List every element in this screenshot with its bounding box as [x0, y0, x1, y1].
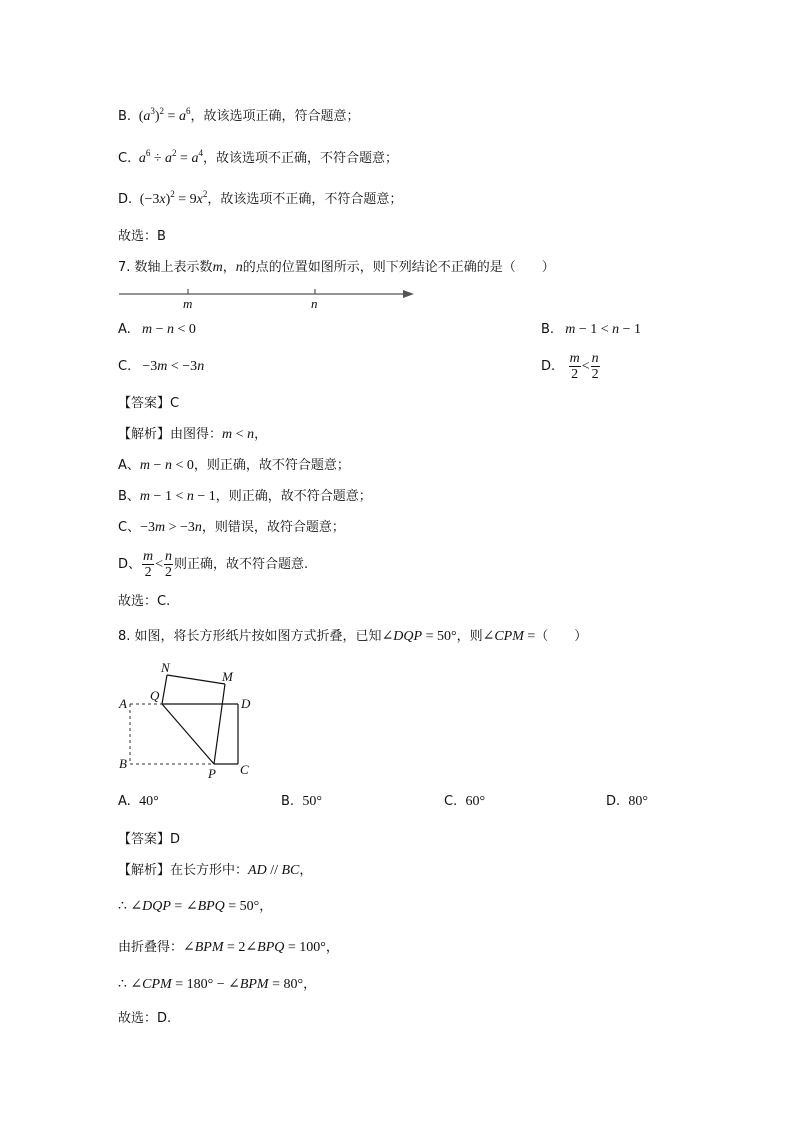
number-line-arrow — [403, 290, 414, 298]
q8-step-1: ∴ ∠DQP = ∠BPQ = 50°， — [118, 899, 273, 914]
q6-d-formula: $(-3x)^2 = 9x^2$ — [136, 189, 208, 207]
q7-analysis-intro: 【解析】由图得：m < n， — [118, 427, 268, 442]
q8-figure — [114, 656, 264, 782]
label-A: A — [119, 696, 127, 711]
q8-analysis-intro: 【解析】在长方形中：AD // BC， — [118, 863, 313, 878]
q8-conclusion: 故选：D. — [118, 1011, 172, 1026]
label-N: N — [161, 660, 170, 675]
q6-option-b: B. $(a^3)^2 = a^6$，故该选项正确，符合题意； — [118, 106, 360, 124]
label-P: P — [208, 766, 216, 781]
q8-step-2: 由折叠得：∠BPM = 2∠BPQ = 100°， — [118, 940, 339, 955]
axis-label-n: n — [311, 296, 318, 311]
edge-MP — [214, 684, 225, 764]
q7-number-line — [116, 284, 426, 312]
q8-step-3: ∴ ∠CPM = 180° − ∠BPM = 80°， — [118, 977, 317, 992]
q7-answer: 【答案】C — [118, 396, 180, 411]
q7-conclusion: 故选：C. — [118, 594, 171, 609]
label-B: B — [119, 756, 127, 771]
q7-option-c: C. −3m < −3n — [118, 359, 205, 374]
q7-analysis-d: D、 $\frac{m}{2}$ < $\frac{n}{2}$ 则正确，故不符合题意. — [118, 549, 309, 580]
label-C: C — [240, 762, 249, 777]
q6-option-c: C. $a^6 \div a^2 = a^4$，故该选项不正确，不符合题意； — [118, 148, 398, 166]
q7-option-d: D. $\frac{m}{2}$ < $\frac{n}{2}$ — [541, 351, 599, 382]
q7-option-a: A. m − n < 0 — [118, 322, 196, 337]
q8-stem: 8. 如图，将长方形纸片按如图方式折叠，已知∠DQP = 50°，则∠CPM =（ ） — [118, 629, 588, 644]
q8-answer: 【答案】D — [118, 832, 181, 847]
q7-option-b: B. m − 1 < n − 1 — [541, 322, 642, 337]
q7-stem: 7. 数轴上表示数m，n的点的位置如图所示，则下列结论不正确的是（ ） — [118, 260, 555, 275]
q6-conclusion: 故选：B — [118, 229, 166, 244]
q6-c-formula: $a^6 \div a^2 = a^4$ — [138, 148, 203, 166]
q8-option-a: A. 40° — [118, 794, 159, 809]
q7-analysis-c: C、−3m > −3n，则错误，故符合题意； — [118, 520, 345, 535]
q6-option-d: D. $(-3x)^2 = 9x^2$，故该选项不正确，不符合题意； — [118, 189, 403, 207]
label-M: M — [222, 669, 233, 684]
axis-label-m: m — [183, 296, 193, 311]
edge-QN — [162, 675, 167, 704]
q7-analysis-b: B、m − 1 < n − 1，则正确，故不符合题意； — [118, 489, 372, 504]
q8-option-c: C. 60° — [444, 794, 486, 809]
q8-option-d: D. 80° — [606, 794, 649, 809]
q7-analysis-a: A、m − n < 0，则正确，故不符合题意； — [118, 458, 350, 473]
q8-option-b: B. 50° — [281, 794, 322, 809]
label-D: D — [241, 696, 251, 711]
fold-line-QP — [162, 704, 214, 764]
q6-b-formula: $(a^3)^2 = a^6$ — [135, 106, 191, 124]
label-Q: Q — [150, 688, 160, 703]
edge-NM — [167, 675, 225, 684]
